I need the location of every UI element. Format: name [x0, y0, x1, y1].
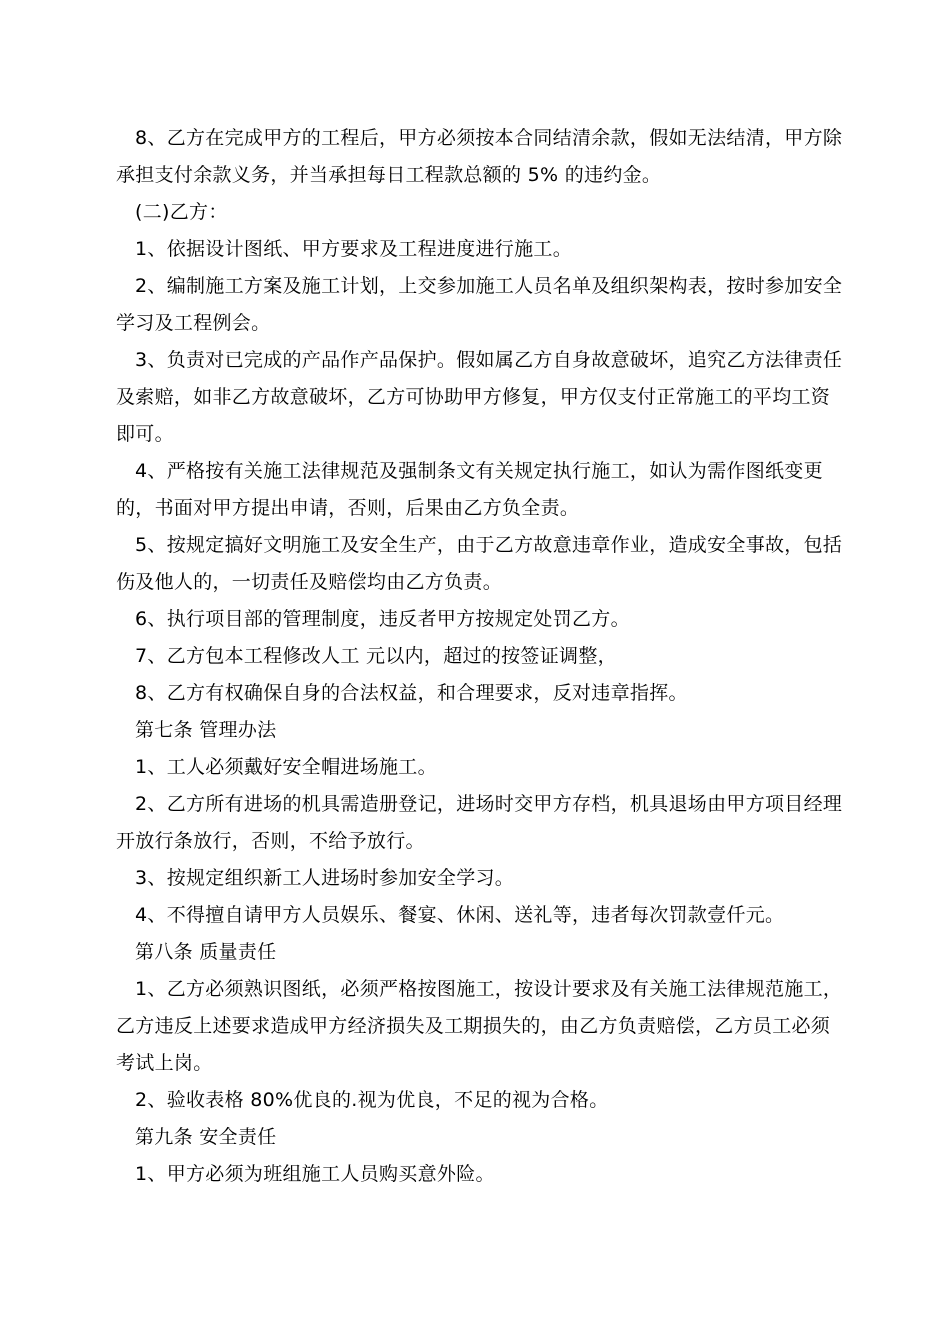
- paragraph-article-7-1: 1、工人必须戴好安全帽进场施工。: [135, 756, 437, 778]
- paragraph-party-b-8: 8、乙方有权确保自身的合法权益，和合理要求，反对违章指挥。: [135, 682, 688, 704]
- section-heading-party-b: (二)乙方：: [135, 201, 228, 223]
- document-body: [116, 120, 846, 1193]
- article-7-heading: 第七条 管理办法: [135, 719, 277, 741]
- paragraph-party-b-6: 6、执行项目部的管理制度，违反者甲方按规定处罚乙方。: [135, 608, 630, 630]
- paragraph-party-b-1: 1、依据设计图纸、甲方要求及工程进度进行施工。: [135, 238, 572, 260]
- paragraph-party-b-7: 7、乙方包本工程修改人工 元以内，超过的按签证调整，: [135, 645, 617, 667]
- paragraph-party-b-3: 3、负责对已完成的产品作产品保护。假如属乙方自身故意破坏，追究乙方法律责任及索赔，如非乙方故意破坏，乙方可协助甲方修复，甲方仅支付正常施工的平均工资即可。: [116, 349, 843, 445]
- paragraph-party-b-4: 4、严格按有关施工法律规范及强制条文有关规定执行施工，如认为需作图纸变更的，书面对甲方提出申请，否则，后果由乙方负全责。: [116, 460, 823, 519]
- article-8-heading: 第八条 质量责任: [135, 941, 277, 963]
- paragraph-article-7-2: 2、乙方所有进场的机具需造册登记，进场时交甲方存档，机具退场由甲方项目经理开放行条放行，否则，不给予放行。: [116, 793, 843, 852]
- article-9-heading: 第九条 安全责任: [135, 1126, 277, 1148]
- paragraph-article-8-2: 2、验收表格 80%优良的.视为优良，不足的视为合格。: [135, 1089, 609, 1111]
- paragraph-b8: 8、乙方在完成甲方的工程后，甲方必须按本合同结清余款，假如无法结清，甲方除承担支付余款义务，并当承担每日工程款总额的 5% 的违约金。: [116, 127, 843, 186]
- paragraph-article-7-4: 4、不得擅自请甲方人员娱乐、餐宴、休闲、送礼等，违者每次罚款壹仟元。: [135, 904, 785, 926]
- paragraph-article-9-1: 1、甲方必须为班组施工人员购买意外险。: [135, 1163, 495, 1185]
- paragraph-article-8-1: 1、乙方必须熟识图纸，必须严格按图施工，按设计要求及有关施工法律规范施工，乙方违反上述要求造成甲方经济损失及工期损失的，由乙方负责赔偿，乙方员工必须考试上岗。: [116, 978, 843, 1074]
- paragraph-party-b-5: 5、按规定搞好文明施工及安全生产，由于乙方故意违章作业，造成安全事故，包括伤及他人的，一切责任及赔偿均由乙方负责。: [116, 534, 843, 593]
- paragraph-article-7-3: 3、按规定组织新工人进场时参加安全学习。: [135, 867, 515, 889]
- paragraph-party-b-2: 2、编制施工方案及施工计划，上交参加施工人员名单及组织架构表，按时参加安全学习及工程例会。: [116, 275, 843, 334]
